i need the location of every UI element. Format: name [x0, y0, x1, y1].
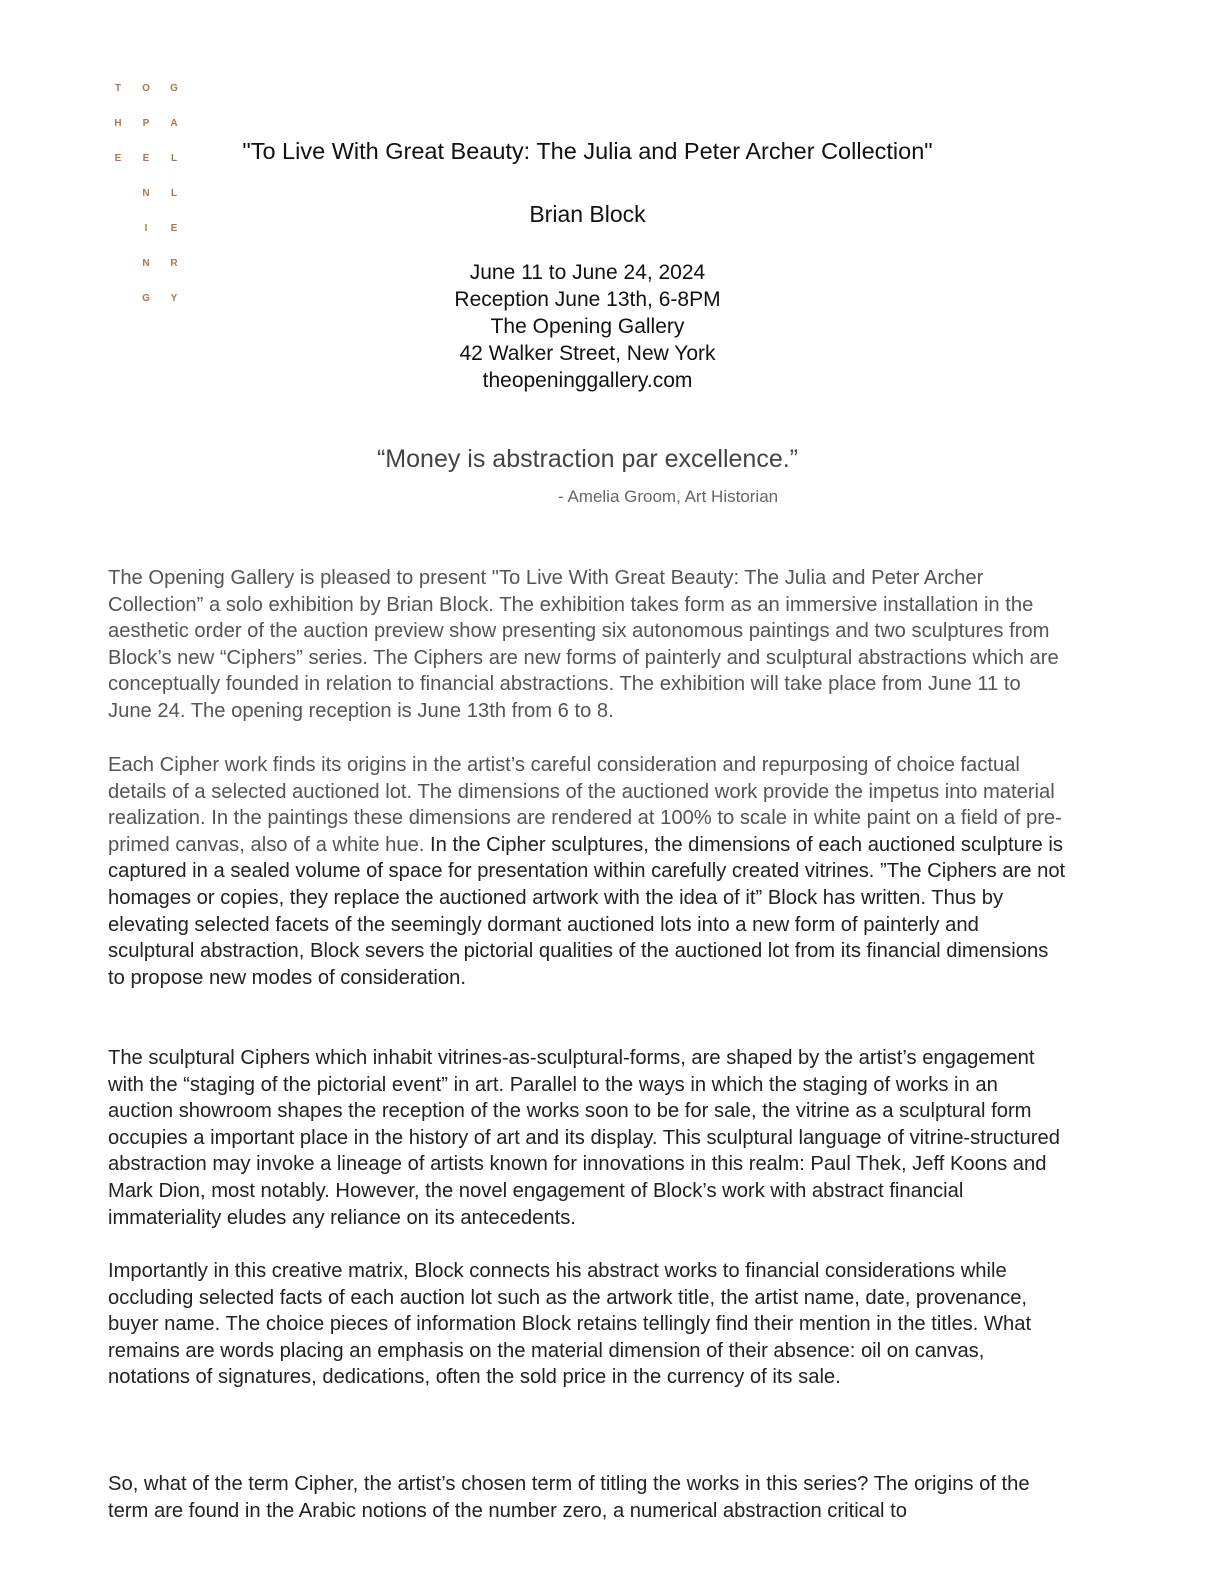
logo-letter: E: [114, 153, 122, 164]
logo-letter: G: [142, 293, 150, 304]
logo-letter: E: [142, 153, 150, 164]
exhibition-dates: June 11 to June 24, 2024: [469, 261, 706, 284]
logo-letter: R: [170, 258, 178, 269]
paragraph-cipher-origins-part1: Each Cipher work finds its origins in the artist’s careful consideration and repurposing of choice factual details of a selected auctioned lot. The dimensions of the auctioned work provide the impetus into material realization. In the paintings these dimensions are rendered at 100% to scale in white paint on a field of pre-primed canvas, also of a white hue.: [108, 754, 1062, 856]
paragraph-cipher-origins: [108, 752, 1068, 991]
logo-letter: I: [144, 223, 148, 234]
logo-letter: G: [170, 83, 178, 94]
gallery-logo: [108, 82, 188, 312]
logo-letter: A: [170, 118, 178, 129]
logo-letter: T: [114, 83, 122, 94]
logo-letter: P: [142, 118, 150, 129]
website-link[interactable]: theopeninggallery.com: [482, 369, 693, 392]
paragraph-cipher-term: So, what of the term Cipher, the artist’s chosen term of titling the works in this series? The origins of the term are found in the Arabic notions of the number zero, a numerical abstraction critical to: [108, 1473, 1030, 1522]
paragraph-creative-matrix: Importantly in this creative matrix, Block connects his abstract works to financial considerations while occluding selected facts of each auction lot such as the artwork title, the artist name, date, provenance, buyer name. The choice pieces of information Block retains tellingly find their mention in the titles. What remains are words placing an emphasis on the material dimension of their absence: oil on canvas, notations of signatures, dedications, often the sold price in the currency of its sale.: [108, 1260, 1032, 1389]
logo-letter: E: [170, 223, 178, 234]
epigraph-quote: “Money is abstraction par excellence.”: [376, 445, 799, 473]
logo-letter: N: [142, 188, 150, 199]
venue-address: 42 Walker Street, New York: [459, 342, 716, 365]
paragraph-intro: The Opening Gallery is pleased to present "To Live With Great Beauty: The Julia and Peter Archer Collection” a solo exhibition by Brian Block. The exhibition takes form as an immersive installation in the aesthetic order of the auction preview show presenting six autonomous paintings and two sculptures from Block’s new “Ciphers” series. The Ciphers are new forms of painterly and sculptural abstractions which are conceptually founded in relation to financial abstractions. The exhibition will take place from June 11 to June 24. The opening reception is June 13th from 6 to 8.: [108, 567, 1059, 722]
exhibition-info: [200, 259, 975, 394]
paragraph-vitrines: The sculptural Ciphers which inhabit vitrines-as-sculptural-forms, are shaped by the artist’s engagement with the “staging of the pictorial event” in art. Parallel to the ways in which the staging of works in an auction showroom shapes the reception of the works soon to be for sale, the vitrine as a sculptural form occupies a important place in the history of art and its display. This sculptural language of vitrine-structured abstraction may invoke a lineage of artists known for innovations in this realm: Paul Thek, Jeff Koons and Mark Dion, most notably. However, the novel engagement of Block’s work with abstract financial immateriality eludes any reliance on its antecedents.: [108, 1047, 1060, 1229]
epigraph-attribution: - Amelia Groom, Art Historian: [558, 487, 779, 506]
venue-name: The Opening Gallery: [490, 315, 685, 338]
artist-name: Brian Block: [529, 201, 646, 227]
logo-letter: H: [114, 118, 122, 129]
exhibition-title: "To Live With Great Beauty: The Julia and Peter Archer Collection": [242, 138, 933, 164]
paragraph-cipher-origins-part2: In the Cipher sculptures, the dimensions of each auctioned sculpture is captured in a sealed volume of space for presentation within carefully created vitrines. ”The Ciphers are not homages or copies, they replace the auctioned artwork with the idea of it” Block has written. Thus by elevating selected facets of the seemingly dormant auctioned lots into a new form of painterly and sculptural abstraction, Block severs the pictorial qualities of the auctioned lot from its financial dimensions to propose new modes of consideration.: [108, 833, 1066, 989]
reception-time: Reception June 13th, 6-8PM: [454, 288, 721, 311]
logo-letter: L: [170, 188, 178, 199]
logo-letter: Y: [170, 293, 178, 304]
logo-letter: N: [142, 258, 150, 269]
logo-letter: L: [170, 153, 178, 164]
logo-letter: O: [142, 83, 150, 94]
